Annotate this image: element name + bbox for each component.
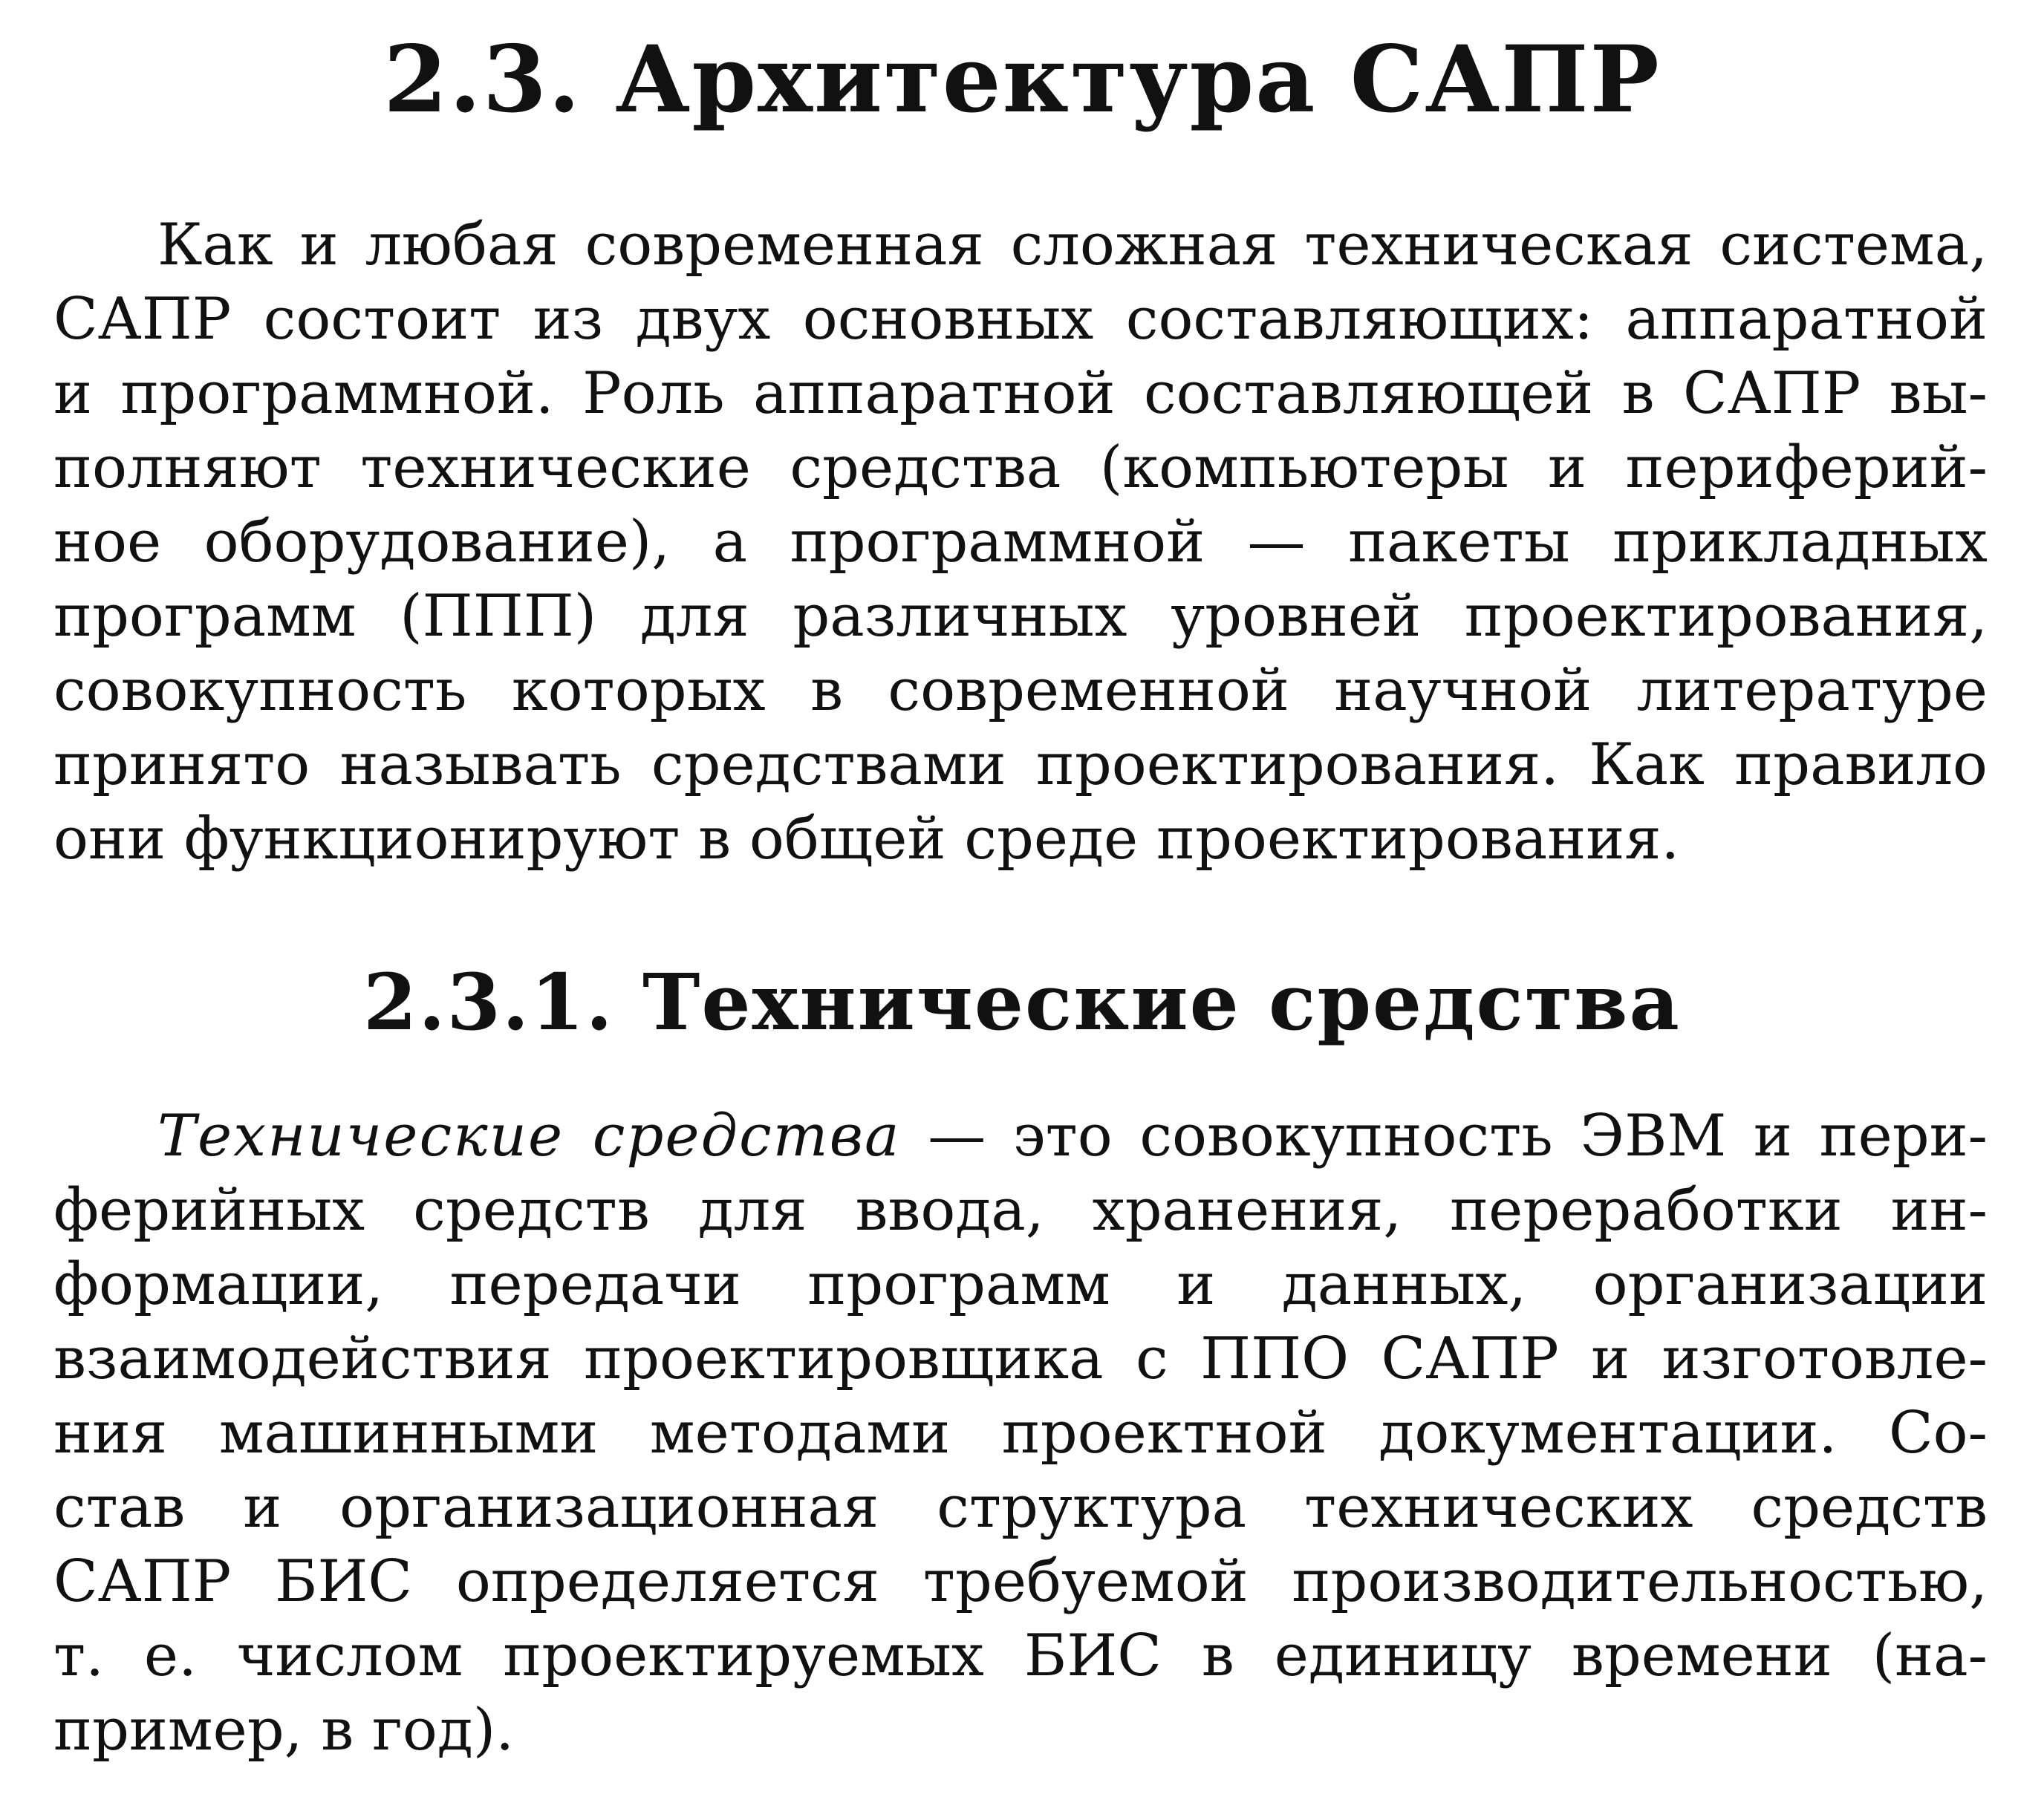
section-text-line: ное оборудование), а программной — пакеты прикладных — [53, 509, 1988, 575]
subsection-text-line — [157, 1098, 1988, 1175]
term-italic: Технические средства — [157, 1103, 901, 1170]
section-text-line: принято называть средствами проектирования. Как правило — [53, 731, 1988, 798]
section-text-line: они функционируют в общей среде проектирования. — [53, 806, 1680, 873]
section-text-line: и программной. Роль аппаратной составляющей в САПР вы- — [53, 360, 1988, 427]
term-definition: — это совокупность ЭВМ и пери- — [900, 1103, 1988, 1170]
subsection-text-line: т. е. числом проектируемых БИС в единицу времени (на- — [53, 1623, 1988, 1689]
subsection-text-line: взаимодействия проектировщика с ППО САПР и изготовле- — [53, 1325, 1988, 1392]
subsection-text-line: ферийных средств для ввода, хранения, переработки ин- — [53, 1177, 1988, 1244]
subsection-text-line: став и организационная структура технических средств — [53, 1474, 1988, 1541]
subsection-text-line: формации, передачи программ и данных, организации — [53, 1251, 1988, 1318]
section-text-line: САПР состоит из двух основных составляющих: аппаратной — [53, 286, 1988, 353]
section-text-line: Как и любая современная сложная техническая система, — [157, 212, 1988, 278]
subsection-text-line: ния машинными методами проектной документации. Со- — [53, 1400, 1988, 1467]
subsection-text-line: САПР БИС определяется требуемой производительностью, — [53, 1548, 1988, 1615]
section-text-line: совокупность которых в современной научной литературе — [53, 657, 1988, 724]
subsection-text-line: пример, в год). — [53, 1697, 515, 1764]
section-text-line: программ (ППП) для различных уровней проектирования, — [53, 583, 1988, 650]
section-text-line: полняют технические средства (компьютеры и периферий- — [53, 434, 1988, 501]
section-title: 2.3. Архитектура САПР — [383, 26, 1661, 134]
subsection-title: 2.3.1. Технические средства — [363, 956, 1681, 1048]
